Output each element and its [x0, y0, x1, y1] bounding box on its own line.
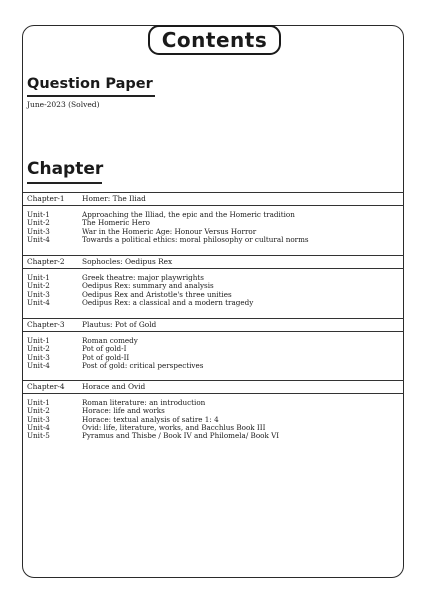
unit-row[interactable] [23, 211, 404, 219]
question-paper-heading: Question Paper [27, 76, 153, 92]
unit-title: Towards a political ethics: moral philosophy or cultural norms [82, 234, 309, 244]
unit-row[interactable] [23, 299, 404, 307]
unit-title: Pyramus and Thisbe / Book IV and Philomela/ Book VI [82, 431, 280, 441]
unit-title: Pot of gold-I [82, 344, 127, 354]
unit-label: Unit-2 [27, 218, 50, 228]
unit-label: Unit-4 [27, 234, 50, 244]
chapter-underline [27, 182, 102, 184]
unit-row[interactable] [23, 432, 404, 440]
unit-label: Unit-4 [27, 297, 50, 307]
unit-label: Unit-1 [27, 210, 50, 219]
chapter-label: Chapter-1 [27, 194, 65, 203]
unit-title: Horace: life and works [82, 406, 165, 416]
unit-title: Roman comedy [82, 336, 138, 345]
unit-label: Unit-1 [27, 336, 50, 345]
page-title: Contents [148, 25, 281, 55]
unit-title: War in the Homeric Age: Honour Versus Horror [82, 226, 257, 236]
question-paper-item[interactable]: June-2023 (Solved) [27, 100, 100, 109]
chapter-label: Chapter-2 [27, 257, 65, 266]
unit-title: Horace: textual analysis of satire 1: 4 [82, 414, 219, 424]
unit-title: Greek theatre: major playwrights [82, 273, 204, 282]
chapter-label: Chapter-4 [27, 382, 65, 391]
unit-title: The Homeric Hero [82, 218, 150, 228]
unit-title: Approaching the Illiad, the epic and the Homeric tradition [82, 210, 295, 219]
unit-row[interactable] [23, 354, 404, 362]
unit-label: Unit-3 [27, 352, 50, 362]
unit-row[interactable] [23, 362, 404, 370]
chapter-heading: Chapter [27, 159, 104, 179]
unit-label: Unit-2 [27, 281, 50, 291]
unit-row[interactable] [23, 337, 404, 345]
unit-title: Ovid: life, literature, works, and Bacchlus Book III [82, 422, 266, 432]
unit-label: Unit-3 [27, 414, 50, 424]
unit-title: Post of gold: critical perspectives [82, 360, 204, 370]
unit-label: Unit-2 [27, 344, 50, 354]
unit-row[interactable] [23, 236, 404, 244]
unit-title: Oedipus Rex and Aristotle's three unities [82, 289, 232, 299]
unit-label: Unit-3 [27, 226, 50, 236]
chapter-row[interactable] [23, 318, 404, 332]
unit-label: Unit-1 [27, 398, 50, 407]
unit-label: Unit-4 [27, 360, 50, 370]
chapter-row[interactable] [23, 380, 404, 394]
unit-title: Pot of gold-II [82, 352, 130, 362]
unit-label: Unit-2 [27, 406, 50, 416]
chapter-row[interactable] [23, 255, 404, 269]
unit-title: Oedipus Rex: summary and analysis [82, 281, 214, 291]
chapter-title: Sophocles: Oedipus Rex [82, 257, 173, 266]
chapter-label: Chapter-3 [27, 320, 65, 329]
unit-row[interactable] [23, 399, 404, 407]
chapter-title: Horace and Ovid [82, 382, 146, 391]
unit-label: Unit-4 [27, 422, 50, 432]
unit-row[interactable] [23, 345, 404, 353]
question-paper-underline [27, 95, 155, 97]
unit-label: Unit-1 [27, 273, 50, 282]
chapter-title: Homer: The Iliad [82, 194, 146, 203]
chapter-title: Plautus: Pot of Gold [82, 320, 157, 329]
unit-label: Unit-5 [27, 431, 50, 441]
unit-title: Roman literature: an introduction [82, 398, 206, 407]
chapter-row[interactable] [23, 192, 404, 206]
unit-label: Unit-3 [27, 289, 50, 299]
unit-title: Oedipus Rex: a classical and a modern tragedy [82, 297, 254, 307]
